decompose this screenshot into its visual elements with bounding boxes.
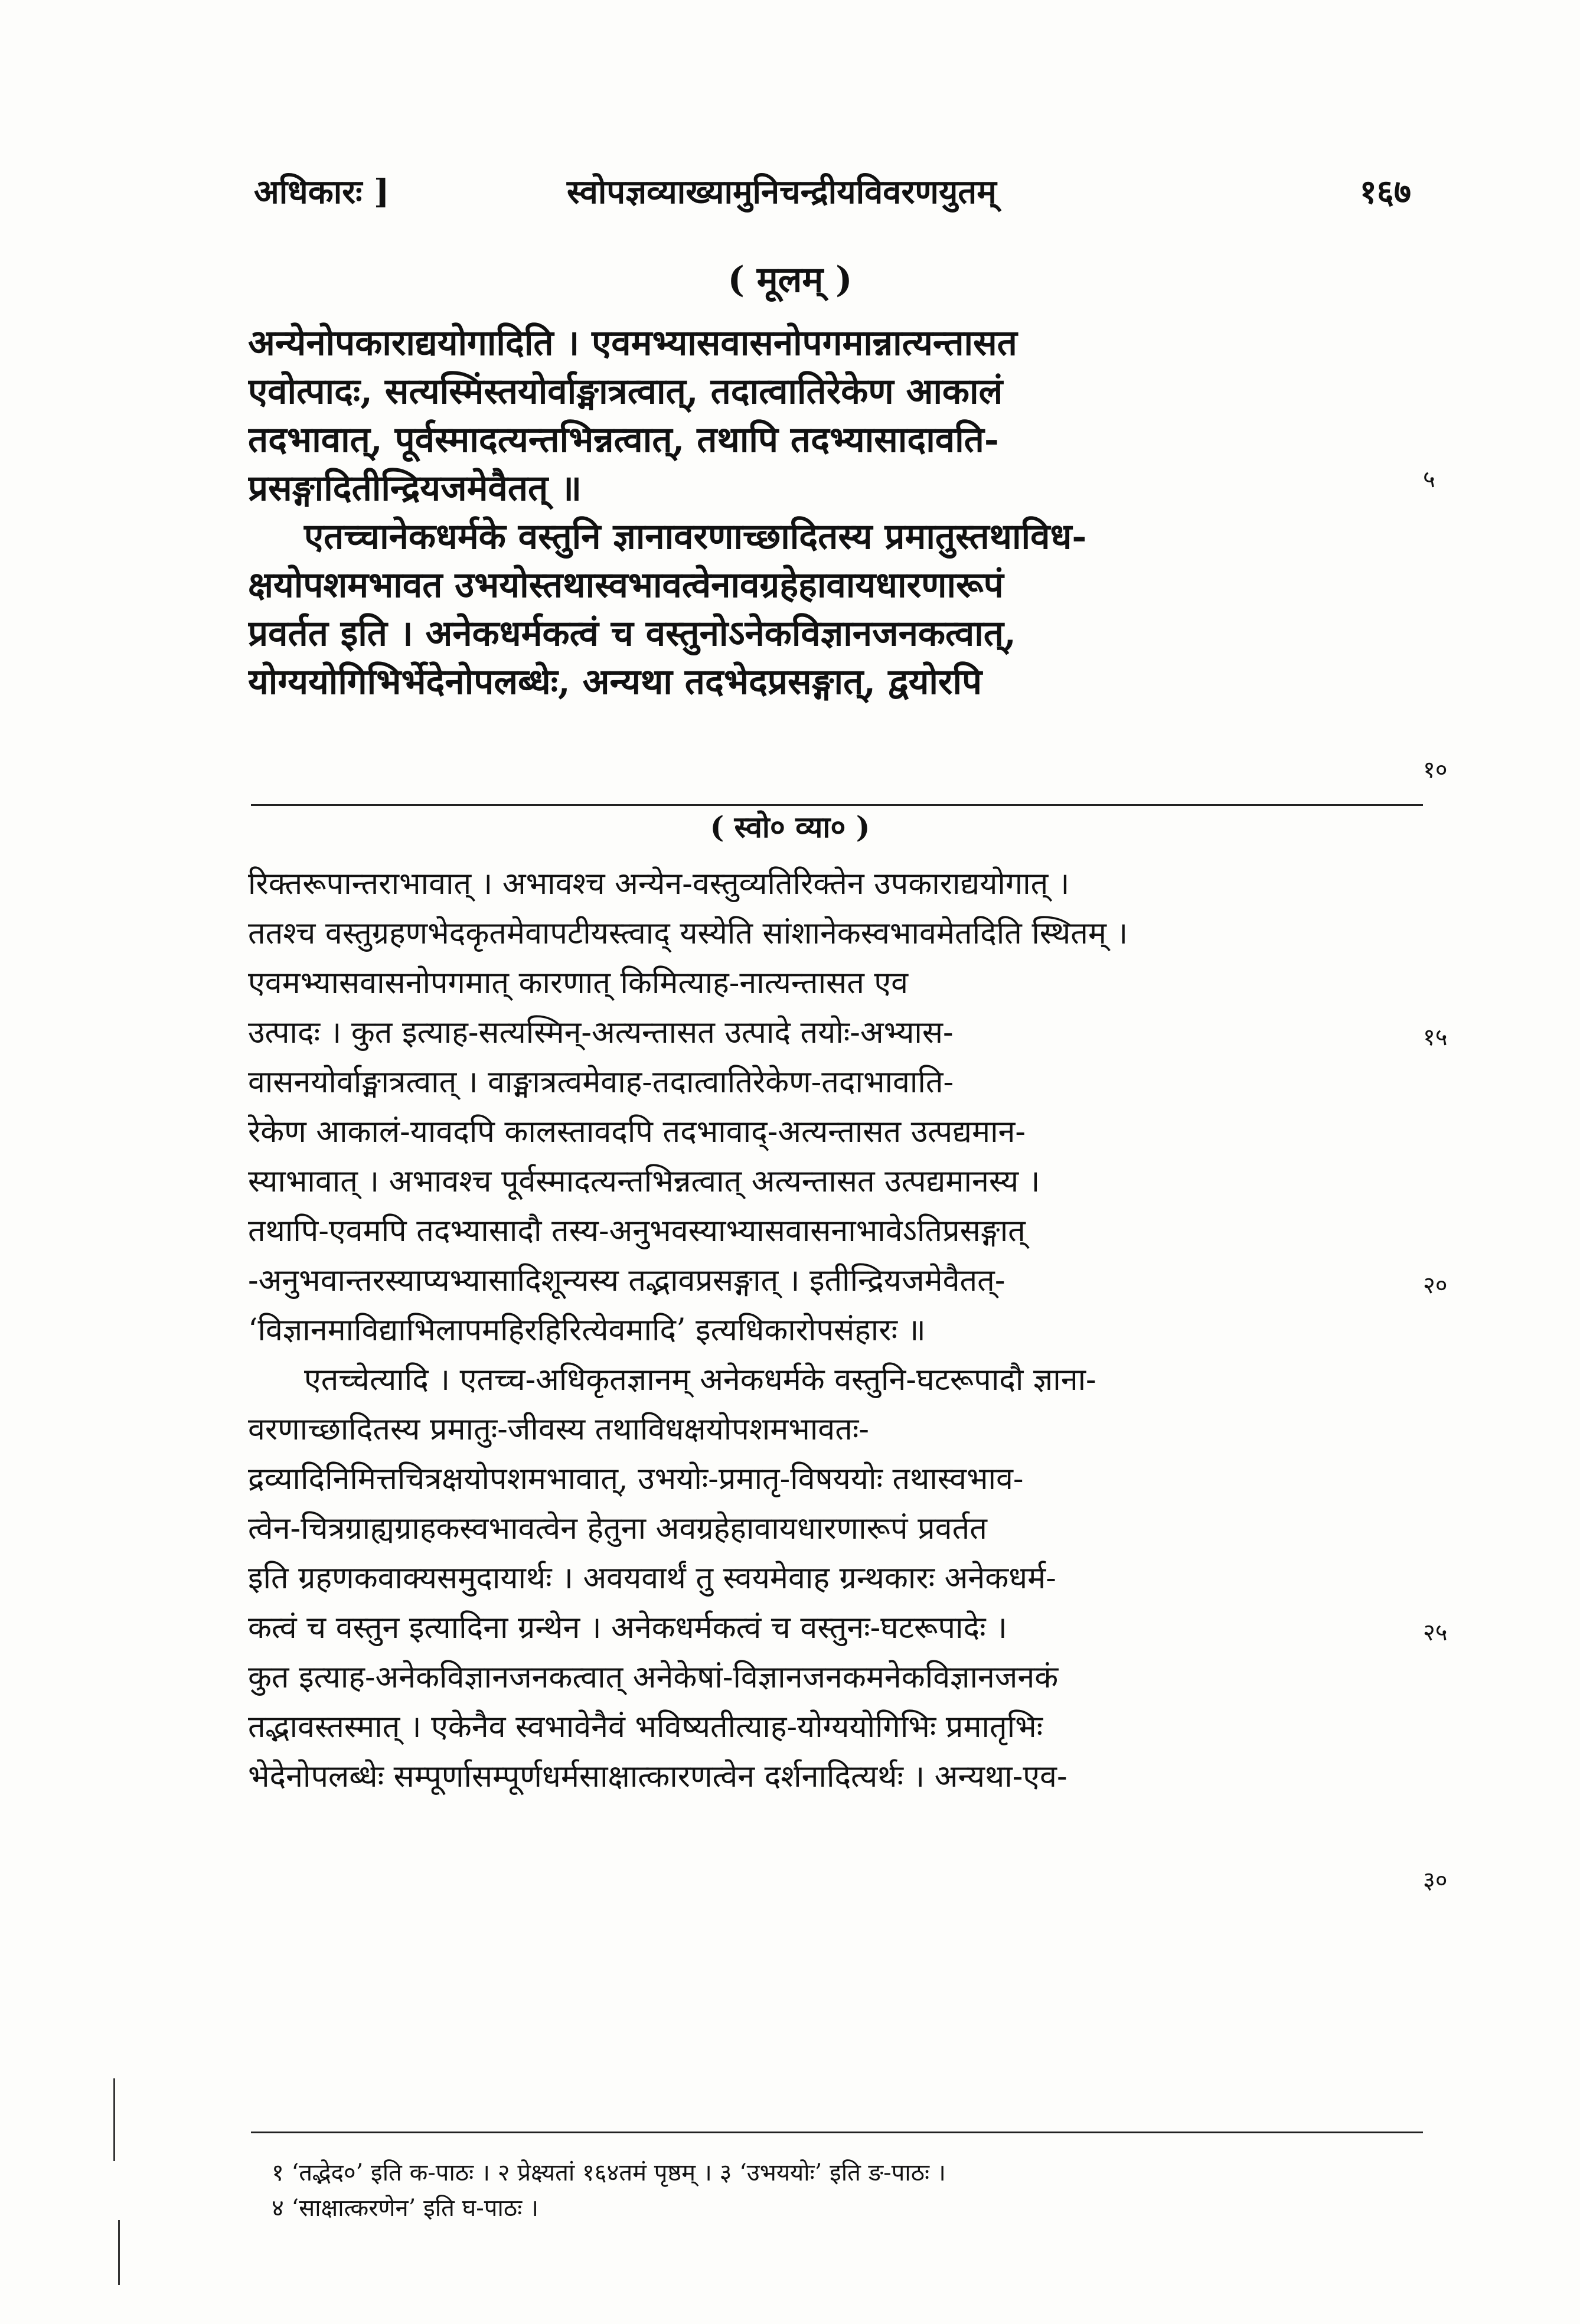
line-number: ३० bbox=[1423, 1867, 1448, 1894]
mula-line: प्रसङ्गादितीन्द्रियजमेवैतत् ॥ bbox=[248, 468, 582, 509]
vyakhya-line: रेकेण आकालं-यावदपि कालस्तावदपि तदभावाद्-अत्यन्तासत उत्पद्यमान- bbox=[248, 1114, 1026, 1150]
mula-line: क्षयोपशमभावत उभयोस्तथास्वभावत्वेनावग्रहेहावायधारणारूपं bbox=[248, 564, 1004, 606]
vyakhya-line: वरणाच्छादितस्य प्रमातुः-जीवस्य तथाविधक्षयोपशमभावतः- bbox=[248, 1412, 869, 1447]
running-header bbox=[254, 165, 1411, 218]
chapter-label: अधिकारः ] bbox=[254, 172, 390, 211]
mula-text bbox=[248, 319, 1423, 706]
line-number: २० bbox=[1423, 1272, 1448, 1299]
vyakhya-line: कत्वं च वस्तुन इत्यादिना ग्रन्थेन । अनेकधर्मकत्वं च वस्तुनः-घटरूपादेः । bbox=[248, 1610, 1007, 1646]
vyakhya-text bbox=[248, 859, 1423, 1801]
vyakhya-line: भेदेनोपलब्धेः सम्पूर्णासम्पूर्णधर्मसाक्षात्कारणत्वेन दर्शनादित्यर्थः । अन्यथा-एव- bbox=[248, 1759, 1068, 1794]
vyakhya-line: इति ग्रहणकवाक्यसमुदायार्थः । अवयवार्थं तु स्वयमेवाह ग्रन्थकारः अनेकधर्म- bbox=[248, 1561, 1056, 1596]
line-number: २५ bbox=[1423, 1619, 1448, 1646]
vyakhya-line: तद्भावस्तस्मात् । एकेनैव स्वभावेनैवं भविष्यतीत्याह-योग्ययोगिभिः प्रमातृभिः bbox=[248, 1709, 1043, 1745]
vyakhya-line: तथापि-एवमपि तदभ्यासादौ तस्य-अनुभवस्याभ्यासवासनाभावेऽतिप्रसङ्गात् bbox=[248, 1213, 1026, 1249]
line-number: १० bbox=[1423, 756, 1448, 784]
mula-line: एवोत्पादः, सत्यस्मिंस्तयोर्वाङ्मात्रत्वात्, तदात्वातिरेकेण आकालं bbox=[248, 371, 1003, 412]
vyakhya-line: त्वेन-चित्रग्राह्यग्राहकस्वभावत्वेन हेतुना अवग्रहेहावायधारणारूपं प्रवर्तत bbox=[248, 1511, 987, 1546]
line-number: ५ bbox=[1423, 466, 1435, 493]
vyakhya-line: रिक्तरूपान्तराभावात् । अभावश्च अन्येन-वस्तुव्यतिरिक्तेन उपकाराद्ययोगात् । bbox=[248, 866, 1070, 902]
vyakhya-line: उत्पादः । कुत इत्याह-सत्यस्मिन्-अत्यन्तासत उत्पादे तयोः-अभ्यास- bbox=[248, 1015, 954, 1050]
footnote-line: १ ‘तद्भेद०’ इति क-पाठः । २ प्रेक्ष्यतां १६४तमं पृष्ठम् । ३ ‘उभययोः’ इति ङ-पाठः । bbox=[272, 2159, 946, 2186]
vyakhya-line: एतच्चेत्यादि । एतच्च-अधिकृतज्ञानम् अनेकधर्मके वस्तुनि-घटरूपादौ ज्ञाना- bbox=[304, 1362, 1096, 1398]
vyakhya-line: स्याभावात् । अभावश्च पूर्वस्मादत्यन्तभिन्नत्वात् अत्यन्तासत उत्पद्यमानस्य । bbox=[248, 1164, 1040, 1199]
vyakhya-line: कुत इत्याह-अनेकविज्ञानजनकत्वात् अनेकेषां-विज्ञानजनकमनेकविज्ञानजनकं bbox=[248, 1660, 1059, 1695]
footnote-divider bbox=[251, 2132, 1423, 2133]
vyakhya-heading: ( स्वो० व्या० ) bbox=[710, 810, 870, 844]
line-number: १५ bbox=[1423, 1024, 1448, 1051]
vyakhya-line: ततश्च वस्तुग्रहणभेदकृतमेवापटीयस्त्वाद् यस्येति सांशानेकस्वभावमेतदिति स्थितम् । bbox=[248, 916, 1128, 951]
mula-line: योग्ययोगिभिर्भेदेनोपलब्धेः, अन्यथा तदभेदप्रसङ्गात्, द्वयोरपि bbox=[248, 661, 982, 703]
vyakhya-line: द्रव्यादिनिमित्तचित्रक्षयोपशमभावात्, उभयोः-प्रमातृ-विषययोः तथास्वभाव- bbox=[248, 1461, 1024, 1497]
vyakhya-line: एवमभ्यासवासनोपगमात् कारणात् किमित्याह-नात्यन्तासत एव bbox=[248, 965, 909, 1001]
page-number: १६७ bbox=[1359, 172, 1411, 211]
mula-line: तदभावात्, पूर्वस्मादत्यन्तभिन्नत्वात्, तथापि तदभ्यासादावति- bbox=[248, 419, 999, 461]
running-title: स्वोपज्ञव्याख्यामुनिचन्द्रीयविवरणयुतम् bbox=[567, 172, 997, 211]
mula-line: प्रवर्तत इति । अनेकधर्मकत्वं च वस्तुनोऽनेकविज्ञानजनकत्वात्, bbox=[248, 613, 1016, 654]
vyakhya-line: वासनयोर्वाङ्मात्रत्वात् । वाङ्मात्रत्वमेवाह-तदात्वातिरेकेण-तदाभावाति- bbox=[248, 1065, 954, 1100]
vyakhya-line: -अनुभवान्तरस्याप्यभ्यासादिशून्यस्य तद्भावप्रसङ्गात् । इतीन्द्रियजमेवैतत्- bbox=[248, 1263, 1006, 1298]
mula-line: अन्येनोपकाराद्ययोगादिति । एवमभ्यासवासनोपगमान्नात्यन्तासत bbox=[248, 322, 1017, 364]
footnotes bbox=[272, 2155, 1411, 2226]
margin-mark bbox=[113, 2078, 115, 2161]
margin-mark bbox=[118, 2220, 120, 2285]
mula-heading: ( मूलम् ) bbox=[727, 259, 853, 301]
vyakhya-line: ‘विज्ञानमाविद्याभिलापमहिरहिरित्येवमादि’ इत्यधिकारोपसंहारः ॥ bbox=[248, 1313, 926, 1348]
footnote-line: ४ ‘साक्षात्करणेन’ इति घ-पाठः । bbox=[272, 2195, 539, 2222]
mula-line: एतच्चानेकधर्मके वस्तुनि ज्ञानावरणाच्छादितस्य प्रमातुस्तथाविध- bbox=[304, 516, 1087, 557]
